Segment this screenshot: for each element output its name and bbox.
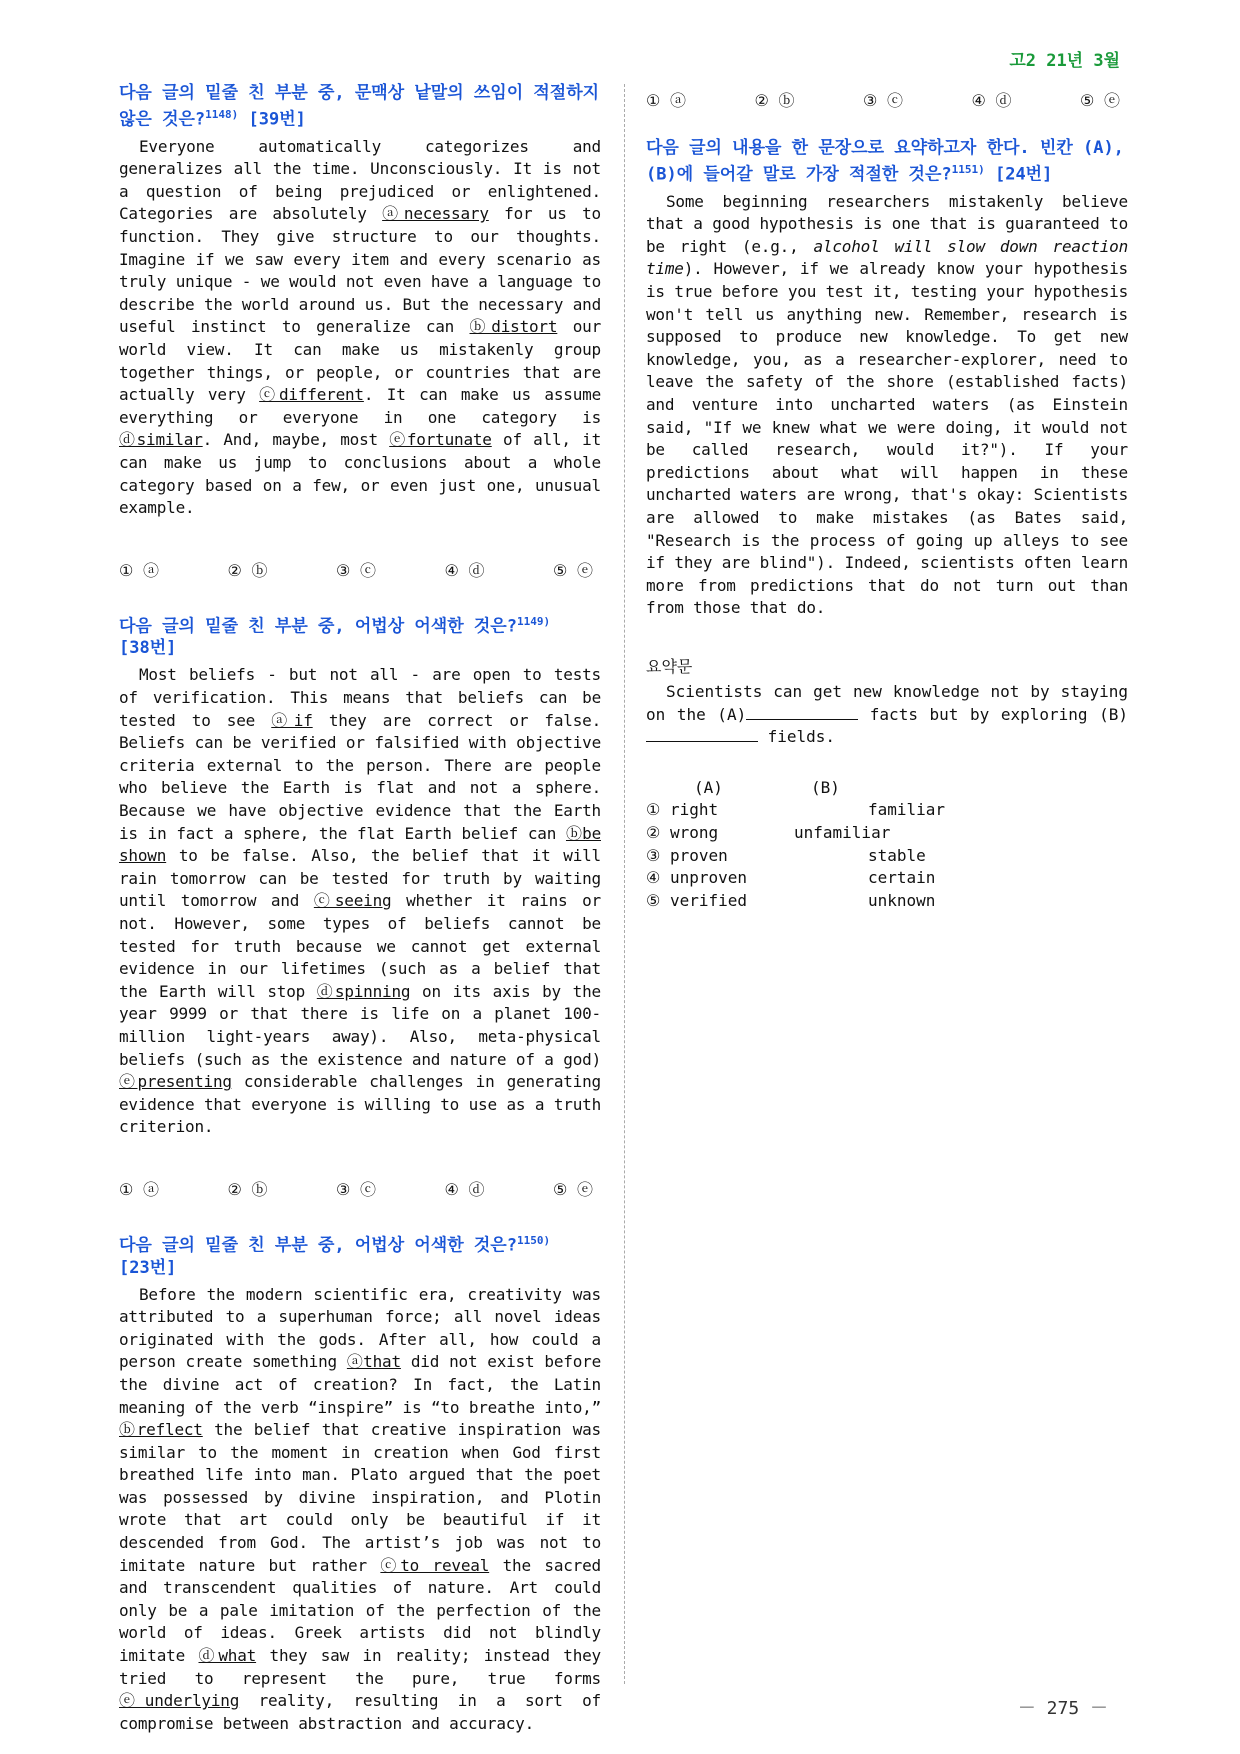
option-row: ② wrong unfamiliar <box>646 822 891 842</box>
choice-3: ③ ⓒ <box>863 91 903 110</box>
exam-label: 고2 21년 3월 <box>1009 51 1120 71</box>
summary-sentence: Scientists can get new knowledge not by staying on the (A) facts but by exploring (B) fields. <box>646 681 1129 747</box>
option-row: ③ proven stable <box>646 845 926 865</box>
options-header: (A) (B) <box>694 777 840 797</box>
question-1150-passage: Before the modern scientific era, creativity was attributed to a superhuman force; all novel ideas originated with the gods. After all, how could a person create something ⓐthat did not exist before the divine act of creation? In fact, the Latin meaning of the verb “inspire” is “to breathe into,” ⓑreflect the belief that creative inspiration was similar to the moment in creation when God first breathed life into man. Plato argued that the poet was possessed by divine inspiration, and Plotin wrote that art could only be beautiful if it descended from God. The artist’s job was not to imitate nature but rather ⓒto reveal the sacred and transcendent qualities of nature. Art could only be a pale imitation of the perfection of the world of ideas. Greek artists did not blindly imitate ⓓwhat they saw in reality; instead they tried to represent the pure, true forms ⓔunderlying reality, resulting in a sort of compromise between abstraction and accuracy. <box>119 1284 601 1733</box>
option-row: ④ unproven certain <box>646 868 936 888</box>
blank-a <box>746 705 858 720</box>
option-row: ⑤ verified unknown <box>646 890 936 910</box>
option-row: ① right familiar <box>646 800 946 820</box>
question-1148-title: 다음 글의 밑줄 친 부분 중, 문맥상 낱말의 쓰임이 적절하지 않은 것은?$^{1148)}$ [39번] <box>119 83 600 130</box>
question-1150-choices <box>646 88 1128 111</box>
choice-2: ② ⓑ <box>227 1179 268 1199</box>
question-1151-title: 다음 글의 내용을 한 문장으로 요약하고자 한다. 빈칸 (A), (B)에 들어갈 말로 가장 적절한 것은?$^{1151)}$ [24번] <box>646 138 1124 185</box>
right-column <box>646 82 1128 912</box>
question-1149-passage: Most beliefs - but not all - are open to tests of verification. This means that beliefs can be tested to see ⓐif they are correct or false. Beliefs can be verified or falsified with objective criteria external to the person. There are people who believe the Earth is flat and not a sphere. Because we have objective evidence that the Earth is in fact a sphere, the flat Earth belief can ⓑbe shown to be false. Also, the belief that it will rain tomorrow can be tested for truth by waiting until tomorrow and ⓒseeing whether it rains or not. However, some types of beliefs cannot be tested for truth because we cannot get external evidence in our lifetimes (such as a belief that the Earth will stop ⓓspinning on its axis by the year 9999 or that there is life on a planet 100-million light-years away). Also, meta-physical beliefs (such as the existence and nature of a god) ⓔpresenting considerable challenges in generating evidence that everyone is willing to use as a truth criterion. <box>119 665 602 1137</box>
choice-5: ⑤ ⓔ <box>553 1179 593 1199</box>
choice-5: ⑤ ⓔ <box>1080 91 1120 110</box>
column-divider <box>624 84 625 1684</box>
choice-4: ④ ⓓ <box>971 91 1012 110</box>
choice-1: ① ⓐ <box>646 91 686 110</box>
choice-3: ③ ⓒ <box>336 560 376 580</box>
choice-2: ② ⓑ <box>227 560 268 580</box>
choice-4: ④ ⓓ <box>444 1179 485 1199</box>
choice-5: ⑤ ⓔ <box>553 560 593 580</box>
left-column <box>119 82 601 1735</box>
answer-options <box>646 777 1128 913</box>
question-1151-passage: Some beginning researchers mistakenly believe that a good hypothesis is one that is guaranteed to be right (e.g., alcohol will slow down reaction time). However, if we already know your hypothesis is true before you test it, testing your hypothesis won't tell us anything new. Remember, research is supposed to produce new knowledge. To get new knowledge, you, as a researcher-explorer, need to leave the safety of the shore (established facts) and venture into uncharted waters (as Einstein said, "If we knew what we were doing, it would not be called research, would it?"). If your predictions about what will happen in these uncharted waters are wrong, that's okay: Scientists are allowed to make mistakes (as Bates said, "Research is the process of going up alleys to see if they are blind"). Indeed, scientists often learn more from predictions that do not turn out than from those that do. <box>646 191 1128 618</box>
choice-4: ④ ⓓ <box>444 560 485 580</box>
choice-3: ③ ⓒ <box>336 1179 376 1199</box>
page-number: － 275 － <box>1017 1698 1108 1719</box>
choice-1: ① ⓐ <box>119 1179 159 1199</box>
question-1149-title: 다음 글의 밑줄 친 부분 중, 어법상 어색한 것은?$^{1149)}$ [38번] <box>119 614 551 659</box>
choice-1: ① ⓐ <box>119 560 159 580</box>
summary-label: 요약문 <box>646 656 693 676</box>
blank-b <box>646 727 758 742</box>
choice-2: ② ⓑ <box>754 91 795 110</box>
question-1148-passage: Everyone automatically categorizes and generalizes all the time. Unconsciously. It is not a question of being prejudiced or enlightened. Categories are absolutely ⓐnecessary for us to function. They give structure to our thoughts. Imagine if we saw every item and every scenario as truly unique - we would not even have a language to describe the world around us. But the necessary and useful instinct to generalize can ⓑdistort our world view. It can make us mistakenly group together things, or people, or countries that are actually very ⓒdifferent. It can make us assume everything or everyone in one category is ⓓsimilar. And, maybe, most ⓔfortunate of all, it can make us jump to conclusions about a whole category based on a few, or even just one, unusual example. <box>119 136 602 518</box>
question-1150-title: 다음 글의 밑줄 친 부분 중, 어법상 어색한 것은?$^{1150)}$ [23번] <box>119 1233 551 1278</box>
question-1148-choices <box>119 558 601 581</box>
question-1149-choices <box>119 1177 601 1200</box>
